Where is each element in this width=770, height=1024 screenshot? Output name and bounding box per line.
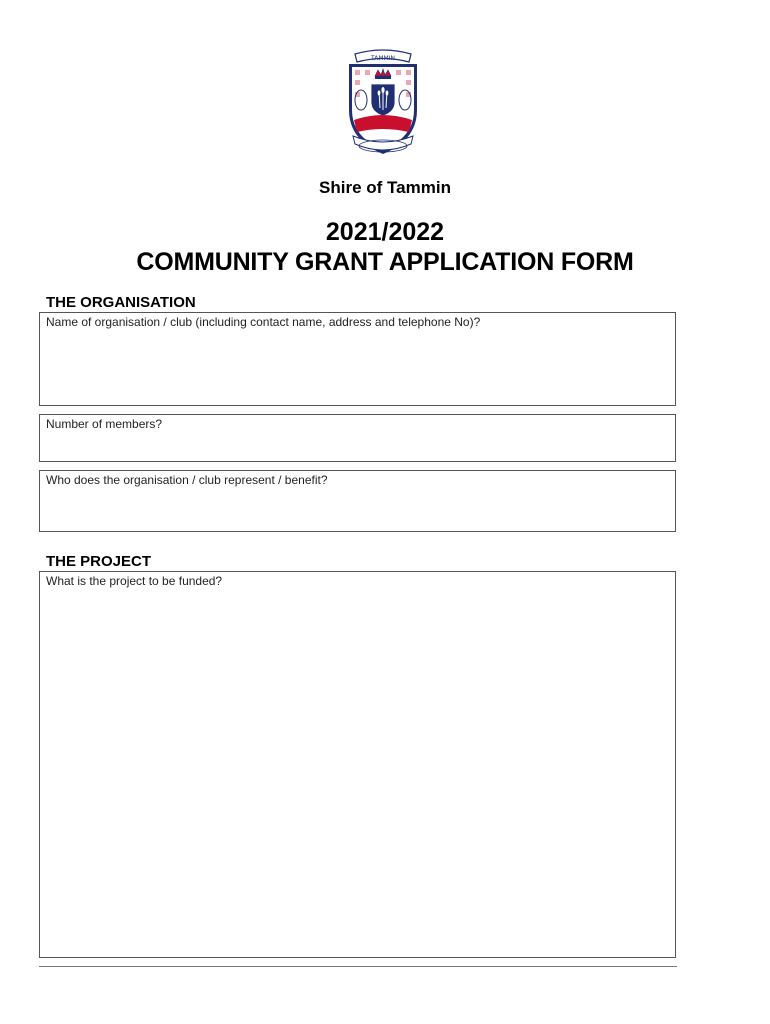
section-heading-organisation: THE ORGANISATION bbox=[46, 294, 196, 311]
organisation-name: Shire of Tammin bbox=[319, 178, 451, 197]
crest-banner-text: TAMMIN bbox=[371, 55, 395, 62]
form-title: COMMUNITY GRANT APPLICATION FORM bbox=[136, 248, 634, 276]
number-of-members-field[interactable] bbox=[39, 414, 676, 462]
project-description-field[interactable] bbox=[39, 571, 676, 958]
number-of-members-question: Number of members? bbox=[46, 417, 163, 431]
beneficiaries-field[interactable] bbox=[39, 470, 676, 532]
organisation-name-question: Name of organisation / club (including contact name, address and telephone No)? bbox=[46, 315, 481, 329]
beneficiaries-question: Who does the organisation / club represent / benefit? bbox=[46, 473, 328, 487]
footer-divider bbox=[39, 966, 677, 967]
project-description-question: What is the project to be funded? bbox=[46, 574, 223, 588]
section-heading-project: THE PROJECT bbox=[46, 553, 152, 570]
organisation-name-field[interactable] bbox=[39, 312, 676, 406]
form-year: 2021/2022 bbox=[325, 218, 445, 246]
shire-crest-logo bbox=[343, 48, 423, 160]
